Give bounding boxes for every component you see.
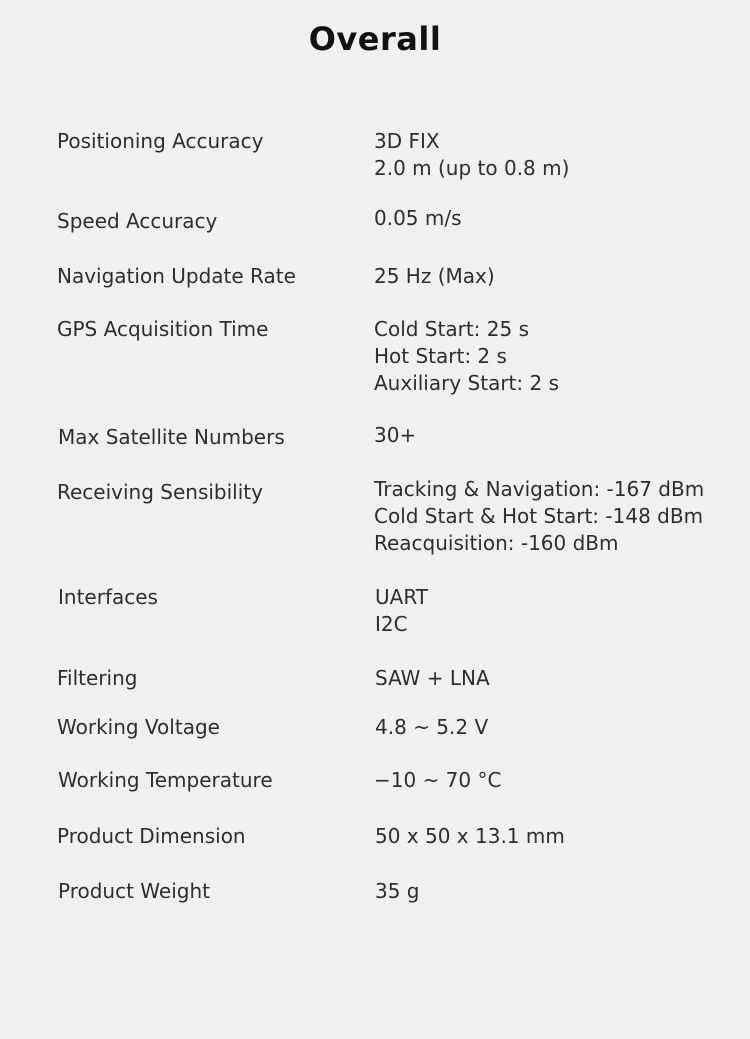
spec-label: Working Temperature [58,768,273,792]
spec-value: Cold Start: 25 s [374,317,529,341]
spec-value: 3D FIX [374,129,440,153]
spec-values [374,767,501,794]
spec-values [375,714,488,741]
spec-label: GPS Acquisition Time [57,317,269,341]
spec-value: Tracking & Navigation: -167 dBm [374,477,705,501]
spec-values [374,422,416,449]
spec-values [374,205,462,232]
spec-values [374,476,704,557]
spec-value: 25 Hz (Max) [374,264,495,288]
spec-value: SAW + LNA [375,666,490,690]
spec-value: 2.0 m (up to 0.8 m) [374,156,570,180]
page-title: Overall [308,20,442,58]
spec-value: −10 ~ 70 °C [374,768,502,792]
spec-value: Hot Start: 2 s [374,344,507,368]
spec-label: Receiving Sensibility [57,480,263,504]
spec-value: Reacquisition: -160 dBm [374,531,619,555]
spec-value: Cold Start & Hot Start: -148 dBm [374,504,704,528]
spec-label: Navigation Update Rate [57,264,296,288]
spec-values [374,316,559,397]
spec-values [375,878,420,905]
spec-values [375,665,490,692]
spec-label: Filtering [57,666,138,690]
spec-value: I2C [375,612,408,636]
spec-label: Product Weight [58,879,210,903]
spec-label: Working Voltage [57,715,220,739]
spec-values [375,823,565,850]
spec-values [374,128,569,182]
spec-value: 50 x 50 x 13.1 mm [375,824,565,848]
spec-value: 0.05 m/s [374,206,462,230]
spec-values [375,584,428,638]
spec-label: Positioning Accuracy [57,129,264,153]
spec-value: Auxiliary Start: 2 s [374,371,559,395]
spec-value: 30+ [374,423,417,447]
spec-label: Speed Accuracy [57,209,218,233]
spec-value: 35 g [375,879,420,903]
spec-value: 4.8 ~ 5.2 V [375,715,489,739]
spec-label: Interfaces [58,585,158,609]
spec-values [374,263,495,290]
spec-label: Max Satellite Numbers [58,425,285,449]
spec-label: Product Dimension [57,824,246,848]
spec-value: UART [375,585,428,609]
